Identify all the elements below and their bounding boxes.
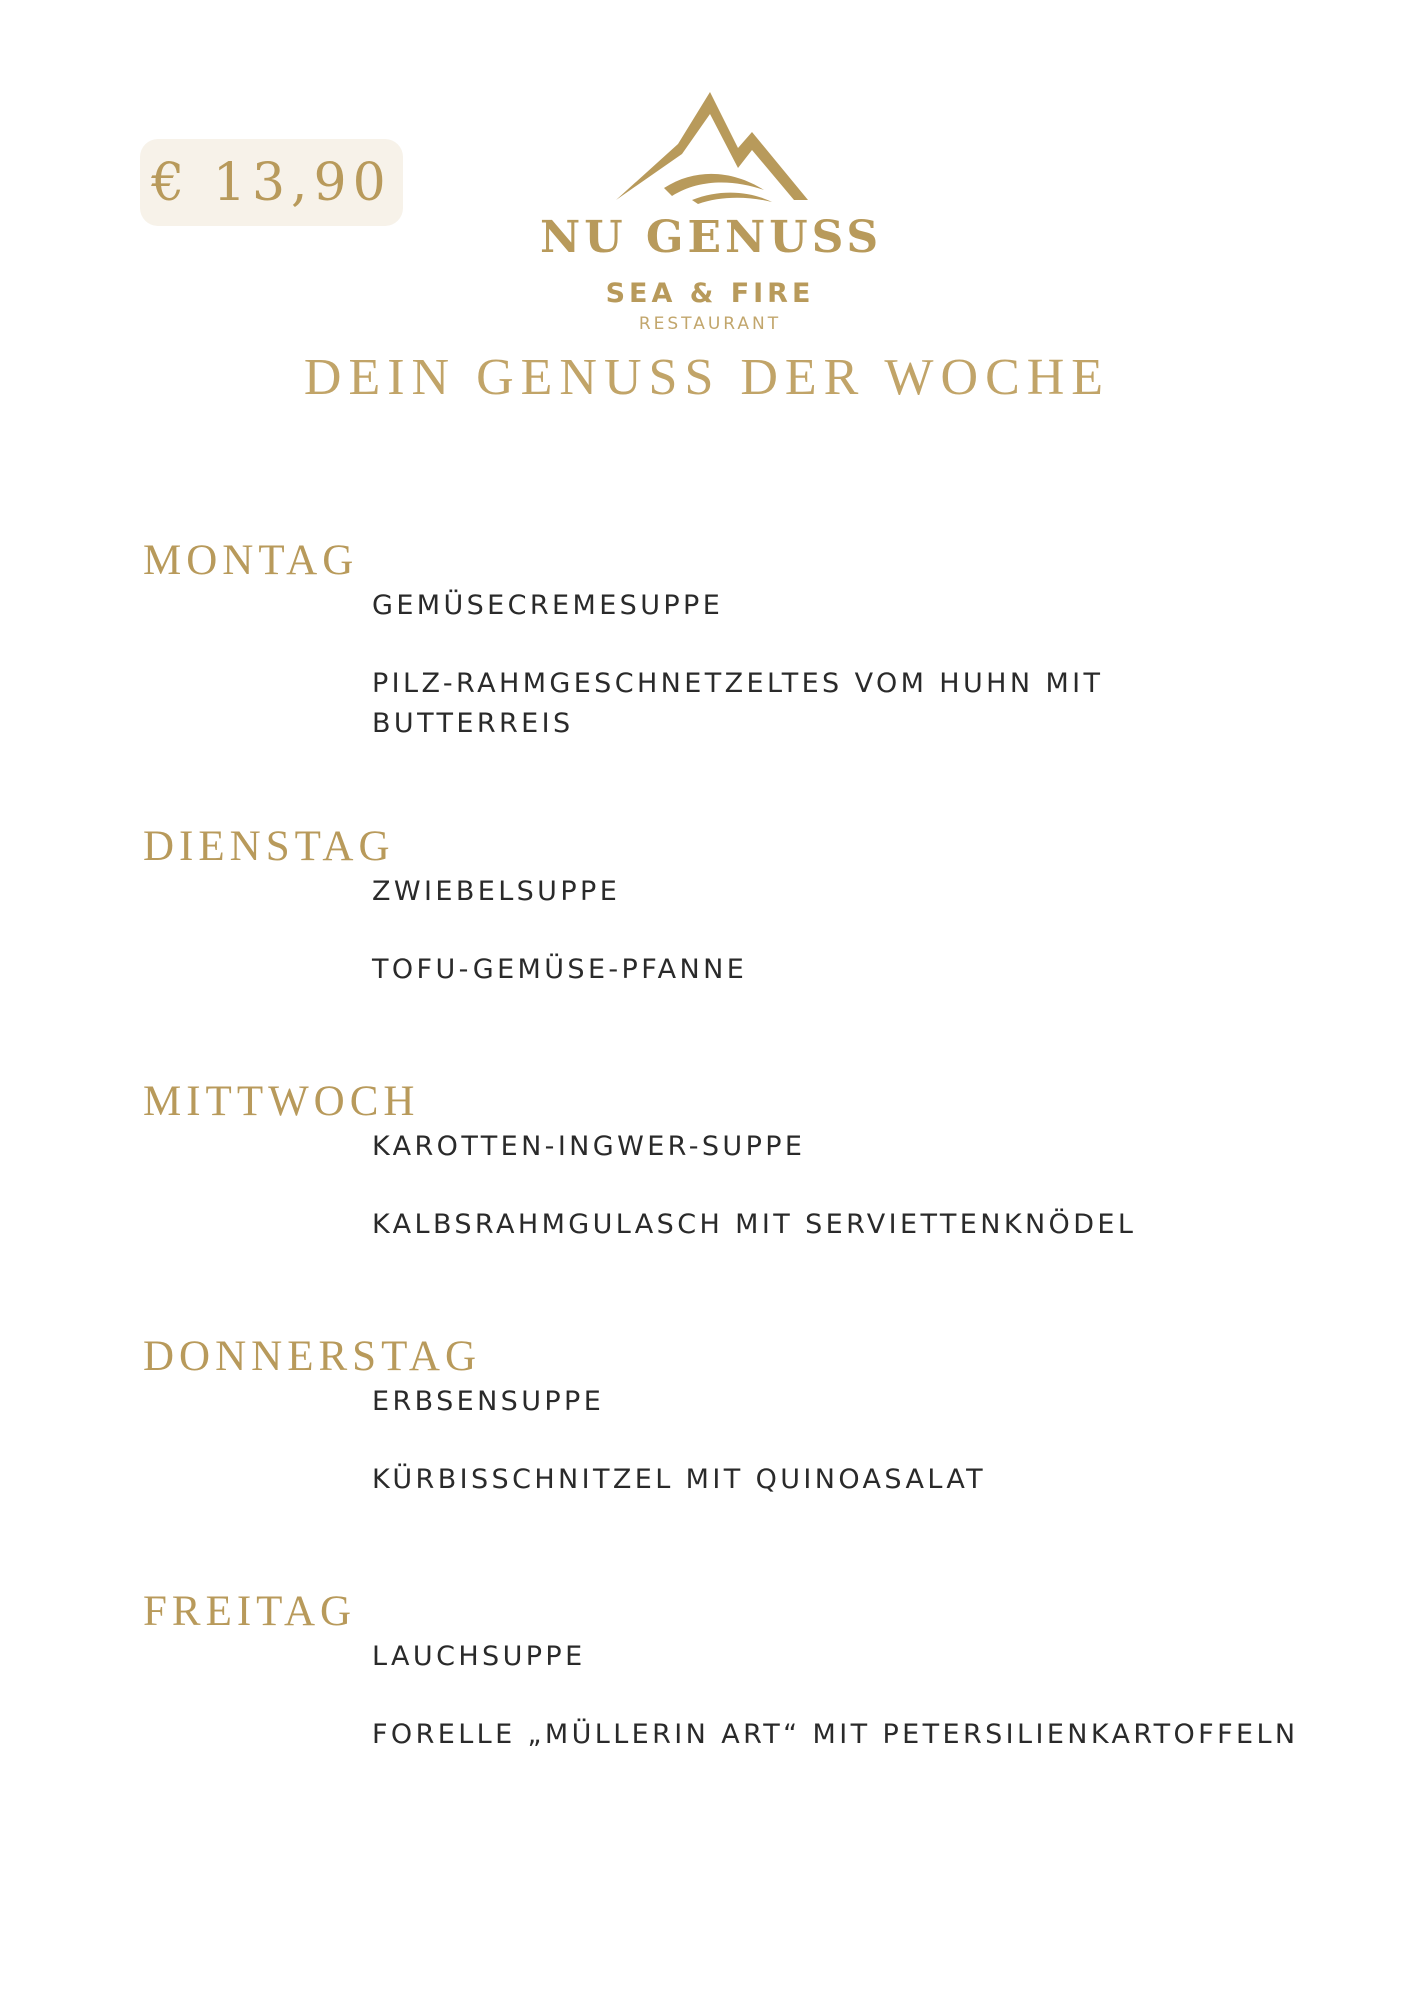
day-name: DIENSTAG: [143, 823, 395, 870]
main-dish-item: FORELLE „MÜLLERIN ART“ MIT PETERSILIENKARTOFFELN: [372, 1719, 1299, 1750]
soup-item: LAUCHSUPPE: [372, 1641, 586, 1672]
price-label: € 13,90: [151, 152, 392, 213]
price-badge: [140, 139, 403, 226]
main-dish-item: TOFU-GEMÜSE-PFANNE: [372, 954, 748, 985]
brand-name: NU GENUSS: [540, 212, 883, 263]
soup-item: ZWIEBELSUPPE: [372, 876, 621, 907]
restaurant-logo: [540, 92, 883, 342]
soup-item: GEMÜSECREMESUPPE: [372, 590, 724, 621]
page-title: DEIN GENUSS DER WOCHE: [303, 349, 1111, 406]
brand-tagline: RESTAURANT: [638, 314, 782, 334]
main-dish-item: PILZ-RAHMGESCHNETZELTES VOM HUHN MIT BUTTERREIS: [372, 668, 1104, 739]
day-name: DONNERSTAG: [143, 1333, 482, 1380]
mountain-icon: [612, 92, 808, 204]
day-name: MONTAG: [143, 537, 359, 584]
brand-subtitle: SEA & FIRE: [605, 278, 815, 309]
day-name: MITTWOCH: [143, 1078, 420, 1125]
soup-item: KAROTTEN-INGWER-SUPPE: [372, 1131, 806, 1162]
soup-item: ERBSENSUPPE: [372, 1386, 605, 1417]
main-dish-item: KALBSRAHMGULASCH MIT SERVIETTENKNÖDEL: [372, 1209, 1137, 1240]
day-name: FREITAG: [143, 1588, 357, 1635]
main-dish-item: KÜRBISSCHNITZEL MIT QUINOASALAT: [372, 1464, 987, 1495]
